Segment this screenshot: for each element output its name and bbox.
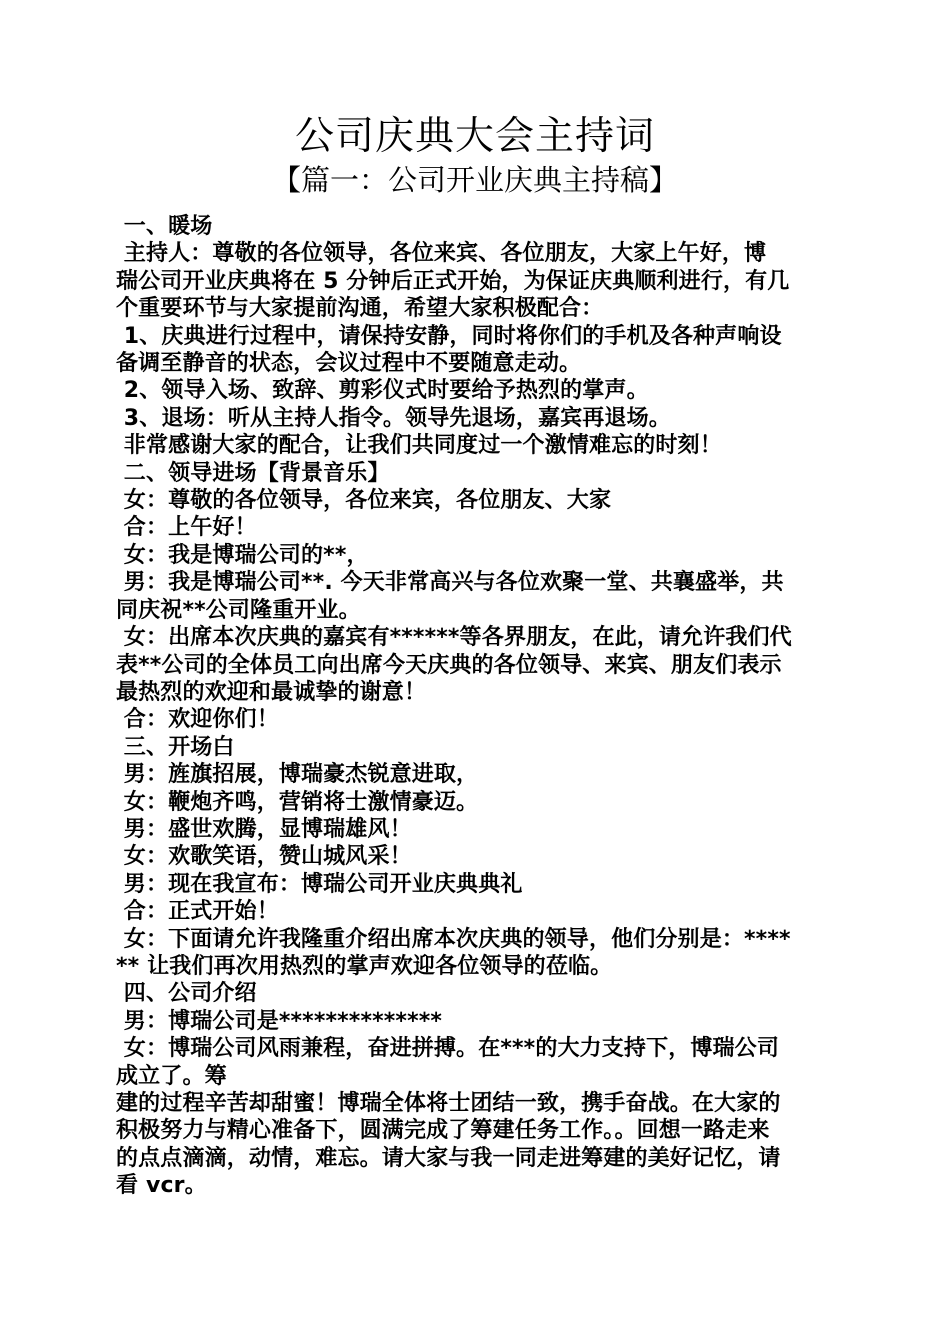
text-line: 合：上午好！ (116, 515, 257, 541)
text-line: 女：出席本次庆典的嘉宾有******等各界朋友，在此，请允许我们代 (116, 625, 792, 651)
text-line: 合：正式开始！ (116, 899, 279, 925)
text-line: 一、暖场 (116, 214, 213, 239)
text-line: 四、公司介绍 (116, 981, 257, 1007)
text-line: 表**公司的全体员工向出席今天庆典的各位领导、来宾、朋友们表示 (116, 652, 782, 678)
text-line: 女：欢歌笑语，赞山城风采！ (116, 844, 412, 870)
text-line: 建的过程辛苦却甜蜜！博瑞全体将士团结一致，携手奋战。在大家的 (116, 1091, 781, 1116)
text-line: 非常感谢大家的配合，让我们共同度过一个激情难忘的时刻！ (116, 433, 722, 459)
text-line: 备调至静音的状态，会议过程中不要随意走动。 (116, 351, 582, 377)
document-body (116, 213, 840, 1200)
text-line: 男：博瑞公司是************** (116, 1008, 443, 1034)
text-line: 的点点滴滴，动情，难忘。请大家与我一同走进筹建的美好记忆，请 (116, 1145, 781, 1171)
text-line: 女：博瑞公司风雨兼程，奋进拼搏。在***的大力支持下，博瑞公司 (116, 1036, 779, 1062)
text-line: 3、退场：听从主持人指令。领导先退场，嘉宾再退场。 (116, 405, 671, 431)
text-line: 个重要环节与大家提前沟通，希望大家积极配合： (116, 296, 604, 322)
text-line: 二、领导进场【背景音乐】 (116, 460, 390, 486)
text-line: 最热烈的欢迎和最诚挚的谢意！ (116, 679, 427, 705)
text-line: ** 让我们再次用热烈的掌声欢迎各位领导的莅临。 (116, 953, 613, 979)
text-line: 瑞公司开业庆典将在 5 分钟后正式开始，为保证庆典顺利进行，有几 (116, 268, 790, 294)
text-line: 成立了。筹 (116, 1063, 227, 1089)
text-line: 同庆祝**公司隆重开业。 (116, 597, 361, 623)
text-line: 积极努力与精心准备下，圆满完成了筹建任务工作。。回想一路走来 (116, 1118, 770, 1144)
text-line: 男：盛世欢腾，显博瑞雄风！ (116, 816, 412, 842)
text-line: 主持人：尊敬的各位领导，各位来宾、各位朋友，大家上午好，博 (116, 241, 767, 267)
text-line: 女：我是博瑞公司的**， (116, 542, 369, 568)
text-line: 女：鞭炮齐鸣，营销将士激情豪迈。 (116, 789, 479, 815)
text-line: 三、开场白 (116, 734, 235, 760)
text-line: 2、领导入场、致辞、剪彩仪式时要给予热烈的掌声。 (116, 378, 649, 404)
text-line: 男：我是博瑞公司**. 今天非常高兴与各位欢聚一堂、共襄盛举，共 (116, 570, 784, 596)
text-line: 男：现在我宣布：博瑞公司开业庆典典礼 (116, 871, 523, 897)
text-line: 女：尊敬的各位领导，各位来宾，各位朋友、大家 (116, 488, 612, 514)
text-line: 合：欢迎你们！ (116, 707, 279, 733)
text-line: 1、庆典进行过程中，请保持安静，同时将你们的手机及各种声响设 (116, 323, 782, 349)
document-subtitle: 【篇一：公司开业庆典主持稿】 (271, 163, 678, 197)
document-title: 公司庆典大会主持词 (294, 114, 655, 159)
text-line: 女：下面请允许我隆重介绍出席本次庆典的领导，他们分别是：**** (116, 926, 791, 952)
text-line: 看 vcr。 (116, 1173, 207, 1199)
text-line: 男：旌旗招展，博瑞豪杰锐意进取， (116, 762, 479, 788)
